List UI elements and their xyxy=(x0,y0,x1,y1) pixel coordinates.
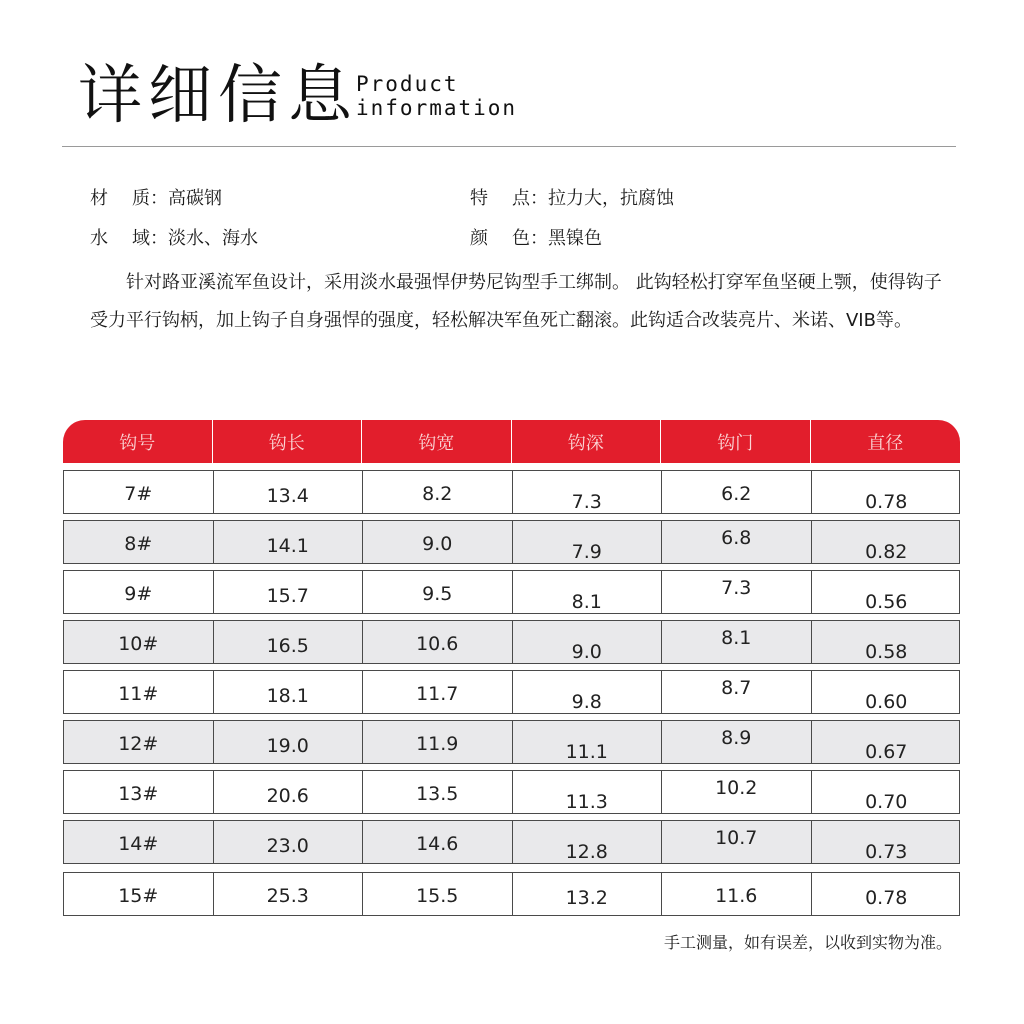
table-cell: 0.56 xyxy=(865,591,908,613)
table-cell: 12# xyxy=(64,721,214,763)
table-cell: 18.1 xyxy=(214,671,364,713)
table-cell: 15# xyxy=(64,873,214,915)
table-cell: 13.5 xyxy=(363,771,513,813)
table-cell: 0.60 xyxy=(865,691,908,713)
table-row xyxy=(63,520,960,564)
table-cell: 7# xyxy=(64,471,214,513)
table-cell: 10.2 xyxy=(662,771,812,813)
table-cell: 11.9 xyxy=(363,721,513,763)
table-row xyxy=(63,570,960,614)
table-row xyxy=(63,872,960,916)
table-cell: 7.3 xyxy=(513,471,663,513)
table-cell: 10# xyxy=(64,621,214,663)
size-table-header xyxy=(63,420,960,463)
table-cell: 8# xyxy=(64,521,214,563)
table-cell: 0.70 xyxy=(865,791,908,813)
table-cell: 14.6 xyxy=(363,821,513,863)
table-cell: 20.6 xyxy=(214,771,364,813)
spec-water-value: ：淡水、海水 xyxy=(150,228,258,249)
table-cell: 16.5 xyxy=(214,621,364,663)
table-cell: 11.3 xyxy=(513,771,663,813)
footnote: 手工测量，如有误差，以收到实物为准。 xyxy=(663,933,952,952)
table-cell: 8.9 xyxy=(662,721,812,763)
table-cell: 14# xyxy=(64,821,214,863)
table-row xyxy=(63,470,960,514)
table-row xyxy=(63,620,960,664)
table-cell: 9.5 xyxy=(363,571,513,613)
header-cell: 钩宽 xyxy=(362,420,512,463)
table-cell: 23.0 xyxy=(214,821,364,863)
table-cell: 9# xyxy=(64,571,214,613)
table-cell: 9.0 xyxy=(363,521,513,563)
table-cell: 14.1 xyxy=(214,521,364,563)
subtitle-line-1: Product xyxy=(356,72,459,96)
product-description: 针对路亚溪流军鱼设计，采用淡水最强悍伊势尼钩型手工绑制。 此钩轻松打穿军鱼坚硬上颚，使得钩子受力平行钩柄，加上钩子自身强悍的强度，轻松解决军鱼死亡翻滚。此钩适合改装亮片、米诺、VIB等。 xyxy=(90,272,942,331)
table-cell: 7.9 xyxy=(513,521,663,563)
table-cell: 13.2 xyxy=(513,873,663,915)
table-row xyxy=(63,820,960,864)
header-cell: 钩深 xyxy=(512,420,662,463)
table-row xyxy=(63,770,960,814)
table-cell: 0.78 xyxy=(865,887,908,909)
table-cell: 13.4 xyxy=(214,471,364,513)
table-cell: 10.6 xyxy=(363,621,513,663)
table-cell: 11.7 xyxy=(363,671,513,713)
table-cell: 10.7 xyxy=(662,821,812,863)
table-cell: 15.7 xyxy=(214,571,364,613)
table-cell: 6.2 xyxy=(662,471,812,513)
table-cell: 11.1 xyxy=(513,721,663,763)
header-cell: 钩门 xyxy=(661,420,811,463)
table-cell: 0.78 xyxy=(865,491,908,513)
table-cell: 8.1 xyxy=(662,621,812,663)
table-cell: 0.73 xyxy=(865,841,908,863)
table-cell: 8.2 xyxy=(363,471,513,513)
page-title: 详细信息 xyxy=(78,59,358,133)
table-cell: 25.3 xyxy=(214,873,364,915)
spec-feature-value: ：拉力大，抗腐蚀 xyxy=(530,188,674,209)
table-cell: 0.67 xyxy=(865,741,908,763)
table-row xyxy=(63,720,960,764)
table-cell: 15.5 xyxy=(363,873,513,915)
header-divider xyxy=(62,146,956,147)
table-cell: 19.0 xyxy=(214,721,364,763)
table-cell: 0.82 xyxy=(865,541,908,563)
spec-material: 材 质：高碳钢 xyxy=(90,188,222,209)
table-cell: 11# xyxy=(64,671,214,713)
table-cell: 9.8 xyxy=(513,671,663,713)
page-subtitle xyxy=(356,72,517,120)
table-cell: 8.1 xyxy=(513,571,663,613)
header-cell: 钩号 xyxy=(63,420,213,463)
spec-water: 水 域：淡水、海水 xyxy=(90,228,258,249)
table-cell: 9.0 xyxy=(513,621,663,663)
subtitle-line-2: information xyxy=(356,96,518,120)
table-cell: 11.6 xyxy=(662,873,812,915)
table-cell: 6.8 xyxy=(662,521,812,563)
table-cell: 7.3 xyxy=(662,571,812,613)
table-cell: 8.7 xyxy=(662,671,812,713)
spec-material-value: ：高碳钢 xyxy=(150,188,222,209)
header-cell: 直径 xyxy=(867,432,904,454)
spec-color: 颜 色：黑镍色 xyxy=(470,228,602,249)
table-cell: 0.58 xyxy=(865,641,908,663)
header-cell: 钩长 xyxy=(213,420,363,463)
table-row xyxy=(63,670,960,714)
table-cell: 12.8 xyxy=(513,821,663,863)
spec-feature: 特 点：拉力大，抗腐蚀 xyxy=(470,188,674,209)
table-cell: 13# xyxy=(64,771,214,813)
spec-color-value: ：黑镍色 xyxy=(530,228,602,249)
